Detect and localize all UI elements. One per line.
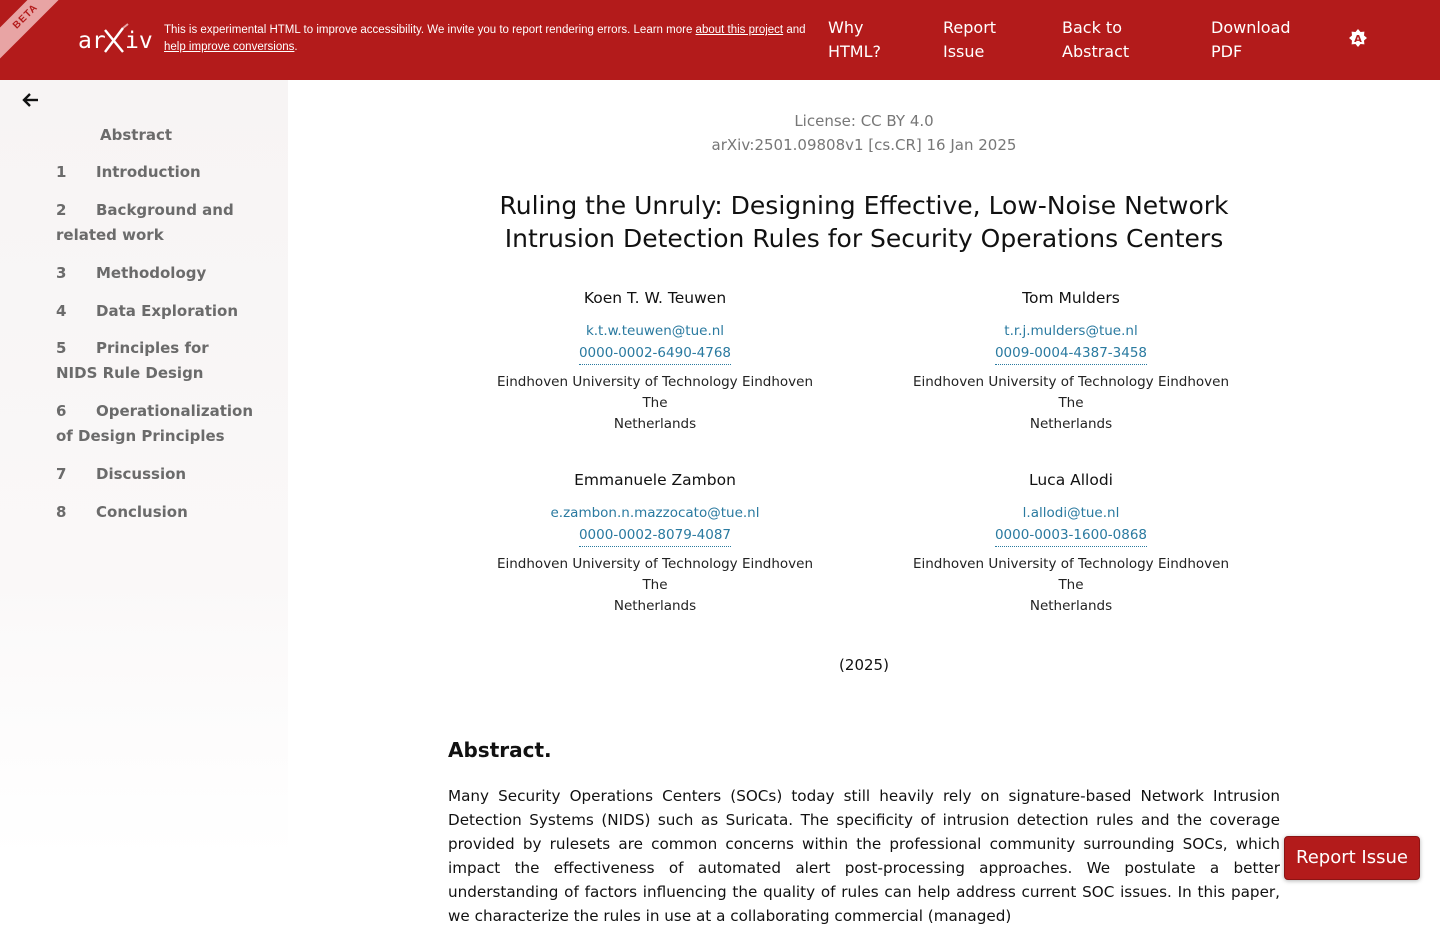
report-label-1: Report [943, 18, 997, 37]
author-orcid-link[interactable]: 0009-0004-4387-3458 [995, 342, 1147, 365]
back-to-abstract-link[interactable] [1062, 16, 1129, 64]
author-email-link[interactable]: e.zambon.n.mazzocato@tue.nl [550, 505, 760, 521]
author-name: Emmanuele Zambon [574, 471, 736, 489]
paper-title [288, 189, 1440, 255]
author-card [901, 287, 1241, 435]
author-affiliation [901, 554, 1241, 617]
help-improve-link[interactable]: help improve conversions [164, 41, 295, 53]
toc-item-discussion[interactable] [56, 462, 266, 487]
toc-sidebar [0, 80, 288, 900]
author-affiliation [485, 372, 825, 435]
svg-text:A: A [1354, 34, 1362, 45]
paper-title-line-2: Intrusion Detection Rules for Security Operations Centers [504, 224, 1224, 253]
arxiv-logo-icon [78, 22, 154, 58]
affiliation-line-1: Eindhoven University of Technology Eindhoven The [912, 374, 1230, 411]
download-pdf-link[interactable] [1211, 16, 1291, 64]
about-project-link[interactable]: about this project [695, 24, 784, 36]
author-card [901, 469, 1241, 617]
author-name: Luca Allodi [1029, 471, 1113, 489]
beta-ribbon: BETA [0, 0, 76, 67]
notice-end: . [294, 41, 298, 53]
toc-label: Conclusion [96, 503, 188, 521]
notice-and: and [783, 24, 806, 36]
toc-item-operationalization[interactable] [56, 399, 261, 449]
author-card [485, 469, 825, 617]
notice-text: This is experimental HTML to improve accessibility. We invite you to report rendering errors. Learn more [164, 24, 696, 36]
toc-number: 8 [56, 503, 67, 521]
toc-number: 7 [56, 465, 67, 483]
author-affiliation [901, 372, 1241, 435]
toc-item-abstract[interactable] [100, 123, 310, 148]
toc-item-data-exploration[interactable] [56, 299, 266, 324]
toc-number: 6 [56, 402, 67, 420]
abstract-heading: Abstract. [448, 738, 552, 762]
toc-label: Discussion [96, 465, 187, 483]
affiliation-line-1: Eindhoven University of Technology Eindhoven The [496, 556, 814, 593]
toc-label: Methodology [96, 264, 207, 282]
top-header [0, 0, 1440, 80]
toc-number: 3 [56, 264, 67, 282]
toc-number: 1 [56, 163, 67, 181]
toc-number: 5 [56, 339, 67, 357]
affiliation-line-2: Netherlands [613, 416, 697, 432]
author-name: Koen T. W. Teuwen [583, 289, 727, 307]
back-label-2: Abstract [1062, 42, 1130, 61]
svg-text:iv: iv [125, 28, 153, 54]
download-label-1: Download [1211, 18, 1291, 37]
publication-year: (2025) [839, 656, 889, 674]
download-label-2: PDF [1211, 42, 1243, 61]
toc-label: Abstract [100, 126, 173, 144]
author-name: Tom Mulders [1022, 289, 1120, 307]
why-html-label-1: Why [828, 18, 864, 37]
arxiv-logo[interactable] [78, 22, 154, 58]
arxiv-id-line: arXiv:2501.09808v1 [cs.CR] 16 Jan 2025 [711, 136, 1017, 154]
why-html-label-2: HTML? [828, 42, 882, 61]
author-email-link[interactable]: t.r.j.mulders@tue.nl [1004, 323, 1138, 339]
toc-label: Background and related work [56, 201, 234, 244]
affiliation-line-1: Eindhoven University of Technology Eindhoven The [496, 374, 814, 411]
experimental-html-notice [164, 22, 814, 56]
author-orcid-link[interactable]: 0000-0002-6490-4768 [579, 342, 731, 365]
affiliation-line-1: Eindhoven University of Technology Eindhoven The [912, 556, 1230, 593]
author-orcid-link[interactable]: 0000-0003-1600-0868 [995, 524, 1147, 547]
author-email-link[interactable]: l.allodi@tue.nl [1022, 505, 1120, 521]
toc-item-introduction[interactable] [56, 160, 266, 185]
author-affiliation [485, 554, 825, 617]
report-issue-link[interactable] [943, 16, 996, 64]
author-email-link[interactable]: k.t.w.teuwen@tue.nl [585, 323, 725, 339]
report-issue-button[interactable]: Report Issue [1284, 836, 1420, 880]
toc-label: Principles for NIDS Rule Design [56, 339, 209, 382]
toc-item-methodology[interactable] [56, 261, 266, 286]
toc-label: Data Exploration [96, 302, 239, 320]
affiliation-line-2: Netherlands [1029, 598, 1113, 614]
author-card [485, 287, 825, 435]
toc-label: Operationalization of Design Principles [56, 402, 254, 445]
report-label-2: Issue [943, 42, 985, 61]
why-html-link[interactable] [828, 16, 881, 64]
affiliation-line-2: Netherlands [613, 598, 697, 614]
license-line: License: CC BY 4.0 [794, 112, 934, 130]
collapse-toc-arrow-icon[interactable] [20, 90, 42, 110]
back-label-1: Back to [1062, 18, 1122, 37]
abstract-text: Many Security Operations Centers (SOCs) today still heavily rely on signature-based Network Intrusion Detection Systems (NIDS) such as Suricata. The specificity of intrusion detection rules and the coverage provided by rulesets are common concerns within the professional community surrounding SOCs, which impact the effectiveness of automated alert post-processing approaches. We postulate a better understanding of factors influencing the quality of rules can help address current SOC issues. In this paper, we characterize the rules in use at a collaborating commercial (managed) [448, 787, 1280, 925]
theme-toggle-icon[interactable] [1348, 28, 1368, 48]
toc-number: 4 [56, 302, 67, 320]
toc-number: 2 [56, 201, 67, 219]
affiliation-line-2: Netherlands [1029, 416, 1113, 432]
toc-item-principles[interactable] [56, 336, 246, 386]
toc-item-conclusion[interactable] [56, 500, 266, 525]
paper-title-line-1: Ruling the Unruly: Designing Effective, Low-Noise Network [499, 191, 1229, 220]
svg-text:ar: ar [78, 28, 106, 54]
paper-content [288, 80, 1440, 925]
toc-item-background[interactable] [56, 198, 236, 248]
author-orcid-link[interactable]: 0000-0002-8079-4087 [579, 524, 731, 547]
toc-label: Introduction [96, 163, 201, 181]
